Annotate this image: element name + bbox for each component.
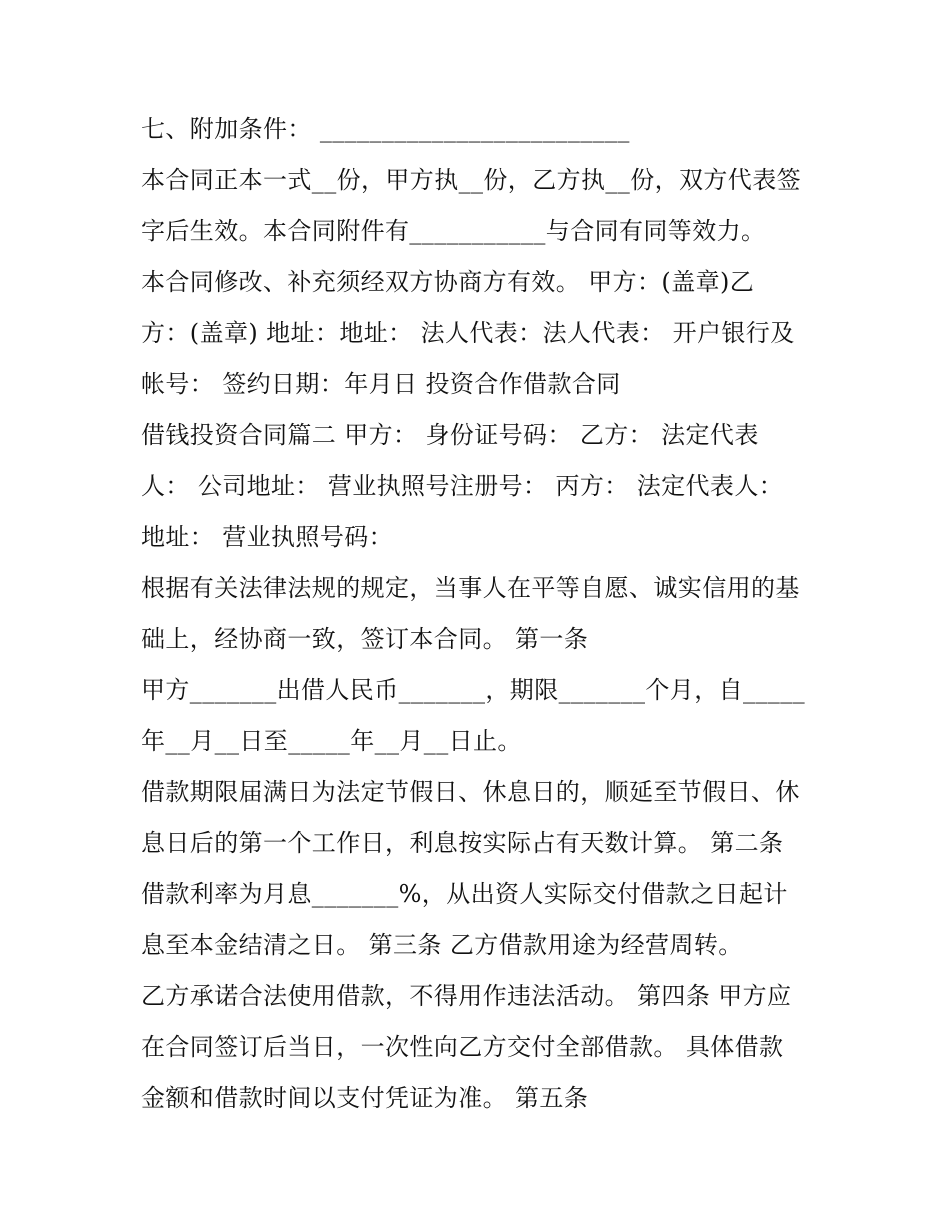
text-line-8: 人： 公司地址： 营业执照号注册号： 丙方： 法定代表人： bbox=[141, 472, 784, 500]
text-line-18: 乙方承诺合法使用借款，不得用作违法活动。 第四条 甲方应 bbox=[141, 982, 792, 1010]
text-line-19: 在合同签订后当日，一次性向乙方交付全部借款。 具体借款 bbox=[141, 1033, 784, 1061]
text-line-10: 根据有关法律法规的规定，当事人在平等自愿、诚实信用的基 bbox=[141, 574, 800, 602]
text-line-1: 七、附加条件： _________________________ bbox=[141, 115, 630, 143]
text-line-9: 地址： 营业执照号码： bbox=[141, 523, 394, 551]
text-line-4: 本合同修改、补充须经双方协商方有效。 甲方：(盖章)乙 bbox=[141, 268, 755, 296]
text-line-2: 本合同正本一式__份，甲方执__份，乙方执__份，双方代表签 bbox=[141, 166, 801, 194]
text-line-13: 年__月__日至_____年__月__日止。 bbox=[141, 727, 522, 755]
text-line-5: 方：(盖章) 地址：地址： 法人代表：法人代表： 开户银行及 bbox=[141, 319, 795, 347]
text-line-7: 借钱投资合同篇二 甲方： 身份证号码： 乙方： 法定代表 bbox=[141, 421, 759, 449]
text-line-15: 息日后的第一个工作日，利息按实际占有天数计算。 第二条 bbox=[141, 829, 784, 857]
text-line-3: 字后生效。本合同附件有___________与合同有同等效力。 bbox=[141, 217, 766, 245]
text-line-16: 借款利率为月息_______%，从出资人实际交付借款之日起计 bbox=[141, 880, 788, 908]
text-line-20: 金额和借款时间以支付凭证为准。 第五条 bbox=[141, 1084, 589, 1112]
text-line-14: 借款期限届满日为法定节假日、休息日的，顺延至节假日、休 bbox=[141, 778, 800, 806]
text-line-11: 础上，经协商一致，签订本合同。 第一条 bbox=[141, 625, 589, 653]
text-line-6: 帐号： 签约日期：年月日 投资合作借款合同 bbox=[141, 370, 621, 398]
text-line-12: 甲方_______出借人民币_______，期限_______个月，自_____ bbox=[141, 676, 805, 704]
text-line-17: 息至本金结清之日。 第三条 乙方借款用途为经营周转。 bbox=[141, 931, 743, 959]
